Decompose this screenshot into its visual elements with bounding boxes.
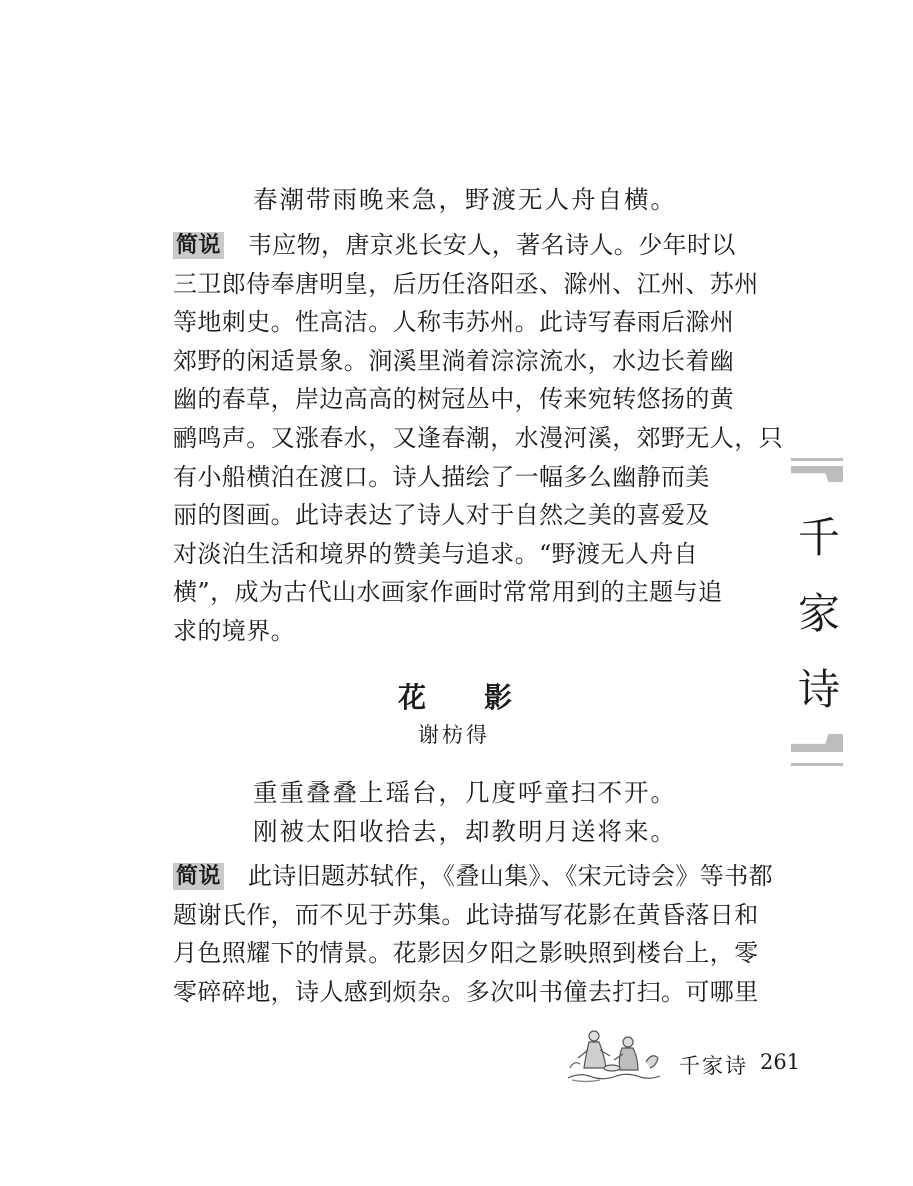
side-tab-char: 千 — [797, 513, 840, 562]
commentary-line: 月色照耀下的情景。花影因夕阳之影映照到楼台上，零 — [173, 939, 759, 968]
bracket-bottom-ornament — [791, 734, 843, 752]
bracket-top-ornament — [791, 466, 843, 482]
tab-rule-top — [791, 458, 843, 461]
commentary-line: 三卫郎侍奉唐明皇，后历任洛阳丞、滁州、江州、苏州 — [173, 269, 759, 298]
commentary-block-2 — [173, 857, 774, 1011]
commentary-line: 零碎碎地，诗人感到烦杂。多次叫书僮去打扫。可哪里 — [173, 977, 759, 1006]
commentary-line: 鹂鸣声。又涨春水，又逢春潮，水漫河溪，郊野无人，只 — [173, 423, 783, 452]
commentary-text: 此诗旧题苏轼作，《叠山集》、《宋元诗会》等书都 — [247, 862, 774, 890]
jianshuo-label: 简说 — [173, 232, 224, 259]
verse-line-top: 春潮带雨晚来急，野渡无人舟自横。 — [253, 185, 677, 214]
poem-verse-1: 重重叠叠上瑶台，几度呼童扫不开。 — [253, 778, 677, 807]
commentary-block-1 — [173, 226, 783, 651]
commentary-line: 有小船横泊在渡口。诗人描绘了一幅多么幽静而美 — [173, 462, 710, 491]
footer-illustration-icon — [566, 1022, 662, 1084]
page-number: 261 — [760, 1050, 801, 1074]
commentary-line: 等地刺史。性高洁。人称韦苏州。此诗写春雨后滁州 — [173, 308, 735, 337]
commentary-line: 郊野的闲适景象。涧溪里淌着淙淙流水，水边长着幽 — [173, 346, 735, 375]
commentary-line: 对淡泊生活和境界的赞美与追求。“野渡无人舟自 — [173, 539, 699, 568]
tab-rule-bottom — [791, 763, 843, 766]
poem-title: 花影 — [398, 681, 571, 714]
commentary-line: 横”，成为古代山水画家作画时常常用到的主题与追 — [173, 578, 723, 607]
poem-verse-2: 刚被太阳收拾去，却教明月送将来。 — [253, 817, 677, 846]
commentary-line: 幽的春草，岸边高高的树冠丛中，传来宛转悠扬的黄 — [173, 385, 735, 414]
side-tab-title — [795, 500, 843, 728]
section-side-tab — [791, 458, 843, 768]
commentary-line: 丽的图画。此诗表达了诗人对于自然之美的喜爱及 — [173, 501, 710, 530]
side-tab-char: 家 — [797, 589, 840, 638]
footer-book-title: 千家诗 — [679, 1054, 748, 1078]
commentary-line: 求的境界。 — [173, 616, 295, 645]
commentary-text: 韦应物，唐京兆长安人，著名诗人。少年时以 — [247, 231, 736, 259]
commentary-line: 题谢氏作，而不见于苏集。此诗描写花影在黄昏落日和 — [173, 900, 759, 929]
side-tab-char: 诗 — [797, 665, 840, 714]
poem-author: 谢枋得 — [418, 723, 490, 747]
jianshuo-label: 简说 — [173, 863, 224, 890]
commentary-line — [173, 226, 745, 265]
commentary-line — [173, 857, 774, 896]
